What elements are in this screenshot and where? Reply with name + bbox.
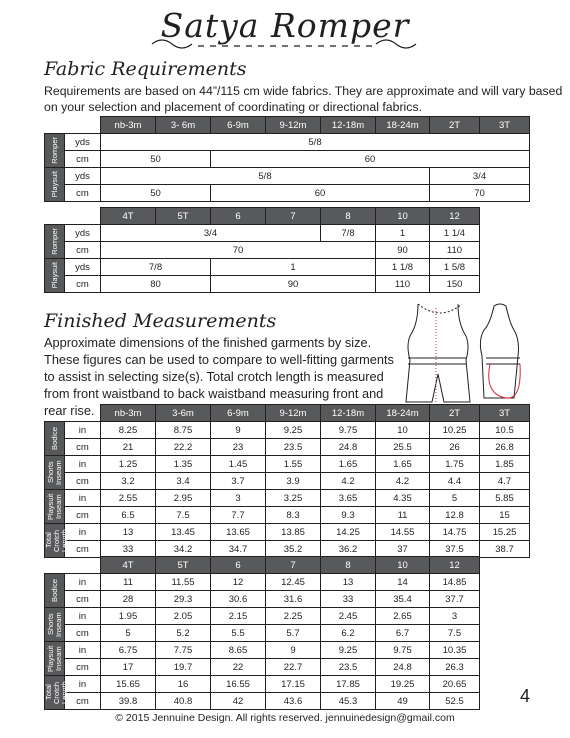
table-cell: 2.15 <box>211 608 266 625</box>
table-cell <box>45 557 65 574</box>
table-cell: 12 <box>430 557 480 574</box>
table-cell: 6.7 <box>376 625 430 642</box>
table-cell: 17.15 <box>266 676 321 693</box>
size-header: 3- 6m <box>156 117 211 134</box>
row-group-label: Total Crotch Length <box>44 681 69 704</box>
table-cell: 17 <box>101 659 156 676</box>
table-cell: 42 <box>211 693 266 710</box>
row-label-romper: Romper <box>49 228 59 255</box>
table-cell: 4.7 <box>480 473 530 490</box>
table-cell: yds <box>65 134 101 151</box>
table-cell: 6.75 <box>101 642 156 659</box>
table-cell: 34.2 <box>156 541 211 558</box>
table-cell: 7/8 <box>101 259 211 276</box>
table-cell <box>45 134 65 168</box>
table-cell <box>45 259 65 293</box>
table-cell: 2T <box>430 405 480 422</box>
table-cell: 7 <box>266 557 321 574</box>
table-cell: 9 <box>266 642 321 659</box>
table-cell: 10.25 <box>430 422 480 439</box>
table-cell: 3.4 <box>156 473 211 490</box>
table-cell: 33 <box>101 541 156 558</box>
table-cell: 9.3 <box>321 507 376 524</box>
table-row <box>45 473 530 490</box>
row-label-playsuit: Playsuit <box>49 171 59 198</box>
unit-label: cm <box>65 659 101 676</box>
unit-label: cm <box>65 439 101 456</box>
footer: © 2015 Jennuine Design. All rights reserved. jennuinedesign@gmail.com <box>115 712 455 724</box>
table-cell: 5.7 <box>266 625 321 642</box>
table-cell: 80 <box>101 276 211 293</box>
unit-label: in <box>65 490 101 507</box>
table-row <box>45 574 480 591</box>
page-title: Satya Romper <box>160 6 410 45</box>
table-cell: 10 <box>376 422 430 439</box>
table-cell: 12.8 <box>430 507 480 524</box>
table-cell: 5.5 <box>211 625 266 642</box>
table-cell <box>44 524 69 558</box>
table-cell: 10.5 <box>480 422 530 439</box>
table-cell: 15.25 <box>480 524 530 541</box>
table-cell <box>45 490 65 524</box>
table-cell: 4.35 <box>376 490 430 507</box>
table-cell: 25.5 <box>376 439 430 456</box>
table-cell: 5/8 <box>101 134 530 151</box>
table-cell: 1 1/4 <box>430 225 480 242</box>
table-cell: 19.7 <box>156 659 211 676</box>
page-number: 4 <box>519 686 530 706</box>
table-cell: 5.85 <box>480 490 530 507</box>
size-header: 12 <box>430 208 480 225</box>
table-row <box>45 659 480 676</box>
table-cell: 13.85 <box>266 524 321 541</box>
table-cell: 14.25 <box>321 524 376 541</box>
table-cell: 37 <box>376 541 430 558</box>
table-cell: 2.95 <box>156 490 211 507</box>
measurements-table-b <box>44 556 480 710</box>
table-cell: 1 <box>376 225 430 242</box>
table-cell: 110 <box>430 242 480 259</box>
size-header: 6-9m <box>211 117 266 134</box>
romper-sketch-illustration <box>398 300 533 404</box>
table-cell: 50 <box>101 185 211 202</box>
table-cell: 26.3 <box>430 659 480 676</box>
size-header: 6 <box>211 208 266 225</box>
table-cell: 7.5 <box>156 507 211 524</box>
table-cell: 8.65 <box>211 642 266 659</box>
table-cell: 18-24m <box>376 405 430 422</box>
table-cell: 3.7 <box>211 473 266 490</box>
table-cell: 3 <box>211 490 266 507</box>
table-cell: 10.35 <box>430 642 480 659</box>
table-cell: 23.5 <box>321 659 376 676</box>
unit-label: cm <box>65 693 101 710</box>
table-cell <box>45 208 65 225</box>
table-cell: nb-3m <box>101 405 156 422</box>
size-header: 12-18m <box>321 117 376 134</box>
table-cell: 22.7 <box>266 659 321 676</box>
table-cell: 13 <box>101 524 156 541</box>
unit-label: cm <box>65 473 101 490</box>
table-row <box>45 524 530 541</box>
table-cell: 22.2 <box>156 439 211 456</box>
row-group-label: Bodice <box>49 579 59 602</box>
unit-label: in <box>65 676 101 693</box>
table-cell: 3/4 <box>101 225 321 242</box>
table-cell: 36.2 <box>321 541 376 558</box>
table-cell: 7/8 <box>321 225 376 242</box>
table-cell: 9-12m <box>266 405 321 422</box>
table-cell: 39.8 <box>101 693 156 710</box>
table-cell: 12 <box>211 574 266 591</box>
table-cell: 2.55 <box>101 490 156 507</box>
table-cell: 5/8 <box>101 168 430 185</box>
unit-label: in <box>65 422 101 439</box>
table-cell: 1.45 <box>211 456 266 473</box>
fabric-heading: Fabric Requirements <box>44 58 247 80</box>
row-group-label: Playsuit Inseam <box>45 493 63 520</box>
row-group-label: Bodice <box>49 427 59 450</box>
table-cell: 90 <box>211 276 376 293</box>
table-cell: 3 <box>430 608 480 625</box>
unit-label: cm <box>65 625 101 642</box>
table-cell: 24.8 <box>376 659 430 676</box>
table-row <box>45 676 480 693</box>
table-cell: 8.3 <box>266 507 321 524</box>
table-cell: 2.05 <box>156 608 211 625</box>
table-cell: 1.35 <box>156 456 211 473</box>
table-cell <box>45 225 65 259</box>
table-cell <box>45 422 65 456</box>
table-cell: 5.2 <box>156 625 211 642</box>
table-cell: 70 <box>430 185 530 202</box>
table-cell: 90 <box>376 242 430 259</box>
table-row <box>45 541 530 558</box>
table-cell: 37.5 <box>430 541 480 558</box>
table-cell: 21 <box>101 439 156 456</box>
table-cell: 1 <box>211 259 376 276</box>
table-cell: 4T <box>101 557 156 574</box>
table-cell: 14.75 <box>430 524 480 541</box>
measurements-text: Approximate dimensions of the finished garments by size. These figures can be used to compare to well-fitting garments to assist in selecting size(s). Total crotch length is measured from front waistband to back waistband measuring front and rear rise. <box>44 335 394 418</box>
table-cell: 33 <box>321 591 376 608</box>
table-cell: 7.7 <box>211 507 266 524</box>
table-cell <box>45 642 65 676</box>
fabric-table-a <box>44 116 530 202</box>
table-cell: 5 <box>101 625 156 642</box>
measurements-heading: Finished Measurements <box>44 310 277 332</box>
row-label-playsuit: Playsuit <box>49 262 59 289</box>
table-cell: 52.5 <box>430 693 480 710</box>
table-cell: 60 <box>211 185 430 202</box>
unit-label: in <box>65 574 101 591</box>
table-row <box>45 422 530 439</box>
unit-label: in <box>65 608 101 625</box>
unit-label: in <box>65 524 101 541</box>
row-group-label: Total Crotch Length <box>44 529 69 552</box>
size-header: 7 <box>266 208 321 225</box>
table-cell: 16.55 <box>211 676 266 693</box>
table-row <box>45 456 530 473</box>
table-cell: 3.65 <box>321 490 376 507</box>
table-row <box>45 693 480 710</box>
unit-label: cm <box>65 541 101 558</box>
table-cell: yds <box>65 168 101 185</box>
table-cell: 1.65 <box>376 456 430 473</box>
unit-label: in <box>65 456 101 473</box>
table-cell: 8.75 <box>156 422 211 439</box>
table-cell: 4.2 <box>321 473 376 490</box>
table-cell: 5T <box>156 557 211 574</box>
size-header: 10 <box>376 208 430 225</box>
table-cell: 26 <box>430 439 480 456</box>
table-cell: 14.85 <box>430 574 480 591</box>
table-cell: yds <box>65 259 101 276</box>
table-cell <box>65 208 101 225</box>
table-cell: 34.7 <box>211 541 266 558</box>
table-cell: 37.7 <box>430 591 480 608</box>
table-cell: 7.75 <box>156 642 211 659</box>
table-cell: 26.8 <box>480 439 530 456</box>
table-cell: 43.6 <box>266 693 321 710</box>
fabric-text: Requirements are based on 44”/115 cm wide fabrics. They are approximate and will vary based on your selection and placement of coordinating or directional fabrics. <box>44 84 563 114</box>
table-cell: cm <box>65 151 101 168</box>
table-row <box>45 625 480 642</box>
table-cell: 3T <box>480 405 530 422</box>
table-cell: 20.65 <box>430 676 480 693</box>
table-cell: 19.25 <box>376 676 430 693</box>
table-cell: 11 <box>376 507 430 524</box>
table-cell: 1.95 <box>101 608 156 625</box>
table-cell: 13.65 <box>211 524 266 541</box>
table-cell <box>45 405 65 422</box>
table-cell: 31.6 <box>266 591 321 608</box>
table-cell: 2.65 <box>376 608 430 625</box>
table-cell: cm <box>65 242 101 259</box>
table-cell: 10 <box>376 557 430 574</box>
table-cell: 110 <box>376 276 430 293</box>
table-cell <box>45 168 65 202</box>
table-cell: 14 <box>376 574 430 591</box>
table-cell: 22 <box>211 659 266 676</box>
table-cell: 4.4 <box>430 473 480 490</box>
table-cell: 12-18m <box>321 405 376 422</box>
table-cell <box>65 557 101 574</box>
table-row <box>45 490 530 507</box>
table-cell: 3.9 <box>266 473 321 490</box>
table-cell: 15 <box>480 507 530 524</box>
table-cell: 38.7 <box>480 541 530 558</box>
table-cell: 49 <box>376 693 430 710</box>
fabric-table-b <box>44 207 480 293</box>
table-cell: 7.5 <box>430 625 480 642</box>
table-cell: 6 <box>211 557 266 574</box>
table-cell: 3/4 <box>430 168 530 185</box>
table-row <box>45 439 530 456</box>
table-cell: 6-9m <box>211 405 266 422</box>
table-cell: 4.2 <box>376 473 430 490</box>
table-cell: 5 <box>430 490 480 507</box>
table-cell: 12.45 <box>266 574 321 591</box>
table-cell: 1 5/8 <box>430 259 480 276</box>
table-cell: 9.25 <box>321 642 376 659</box>
unit-label: in <box>65 642 101 659</box>
size-header: 4T <box>101 208 156 225</box>
table-cell: cm <box>65 185 101 202</box>
table-cell: 2.25 <box>266 608 321 625</box>
table-cell <box>44 676 69 710</box>
table-cell: 35.4 <box>376 591 430 608</box>
table-cell: 14.55 <box>376 524 430 541</box>
row-group-label: Playsuit Inseam <box>45 645 63 672</box>
table-row <box>45 608 480 625</box>
table-cell: 6.5 <box>101 507 156 524</box>
table-cell: 1 1/8 <box>376 259 430 276</box>
table-cell: cm <box>65 276 101 293</box>
table-cell: 9.75 <box>321 422 376 439</box>
table-cell: 3.2 <box>101 473 156 490</box>
table-cell: 50 <box>101 151 211 168</box>
table-cell: 1.25 <box>101 456 156 473</box>
row-label-romper: Romper <box>49 137 59 164</box>
table-cell <box>65 117 101 134</box>
table-row <box>45 642 480 659</box>
size-header: 5T <box>156 208 211 225</box>
measurements-table-a <box>44 404 530 558</box>
table-row <box>45 507 530 524</box>
table-cell: 8.25 <box>101 422 156 439</box>
table-cell: 1.55 <box>266 456 321 473</box>
table-row <box>45 591 480 608</box>
table-cell: 9.75 <box>376 642 430 659</box>
table-cell: yds <box>65 225 101 242</box>
table-cell: 45.3 <box>321 693 376 710</box>
table-cell <box>45 574 65 608</box>
table-cell: 24.8 <box>321 439 376 456</box>
table-cell: 35.2 <box>266 541 321 558</box>
table-cell: 1.75 <box>430 456 480 473</box>
table-cell: 2.45 <box>321 608 376 625</box>
size-header: 9-12m <box>266 117 321 134</box>
table-cell: 11 <box>101 574 156 591</box>
size-header: 3T <box>480 117 530 134</box>
table-cell <box>45 117 65 134</box>
table-cell: 29.3 <box>156 591 211 608</box>
table-cell: 28 <box>101 591 156 608</box>
row-group-label: Shorts Inseam <box>45 460 63 485</box>
unit-label: cm <box>65 507 101 524</box>
table-cell: 17.85 <box>321 676 376 693</box>
table-cell: 60 <box>211 151 530 168</box>
size-header: 8 <box>321 208 376 225</box>
size-header: 18-24m <box>376 117 430 134</box>
table-cell <box>65 405 101 422</box>
table-cell: 30.6 <box>211 591 266 608</box>
row-group-label: Shorts Inseam <box>45 612 63 637</box>
table-cell: 16 <box>156 676 211 693</box>
table-cell: 9 <box>211 422 266 439</box>
table-cell <box>45 456 65 490</box>
table-cell <box>45 608 65 642</box>
size-header: nb-3m <box>101 117 156 134</box>
unit-label: cm <box>65 591 101 608</box>
table-cell: 23.5 <box>266 439 321 456</box>
title-underline-decoration <box>150 36 420 52</box>
table-cell: 8 <box>321 557 376 574</box>
table-cell: 150 <box>430 276 480 293</box>
table-cell: 3-6m <box>156 405 211 422</box>
table-cell: 70 <box>101 242 376 259</box>
table-cell: 13 <box>321 574 376 591</box>
size-header: 2T <box>430 117 480 134</box>
table-cell: 13.45 <box>156 524 211 541</box>
table-cell: 6.2 <box>321 625 376 642</box>
table-cell: 23 <box>211 439 266 456</box>
table-cell: 11.55 <box>156 574 211 591</box>
table-cell: 15.65 <box>101 676 156 693</box>
table-cell: 3.25 <box>266 490 321 507</box>
table-cell: 1.85 <box>480 456 530 473</box>
table-cell: 9.25 <box>266 422 321 439</box>
table-cell: 40.8 <box>156 693 211 710</box>
table-cell: 1.65 <box>321 456 376 473</box>
